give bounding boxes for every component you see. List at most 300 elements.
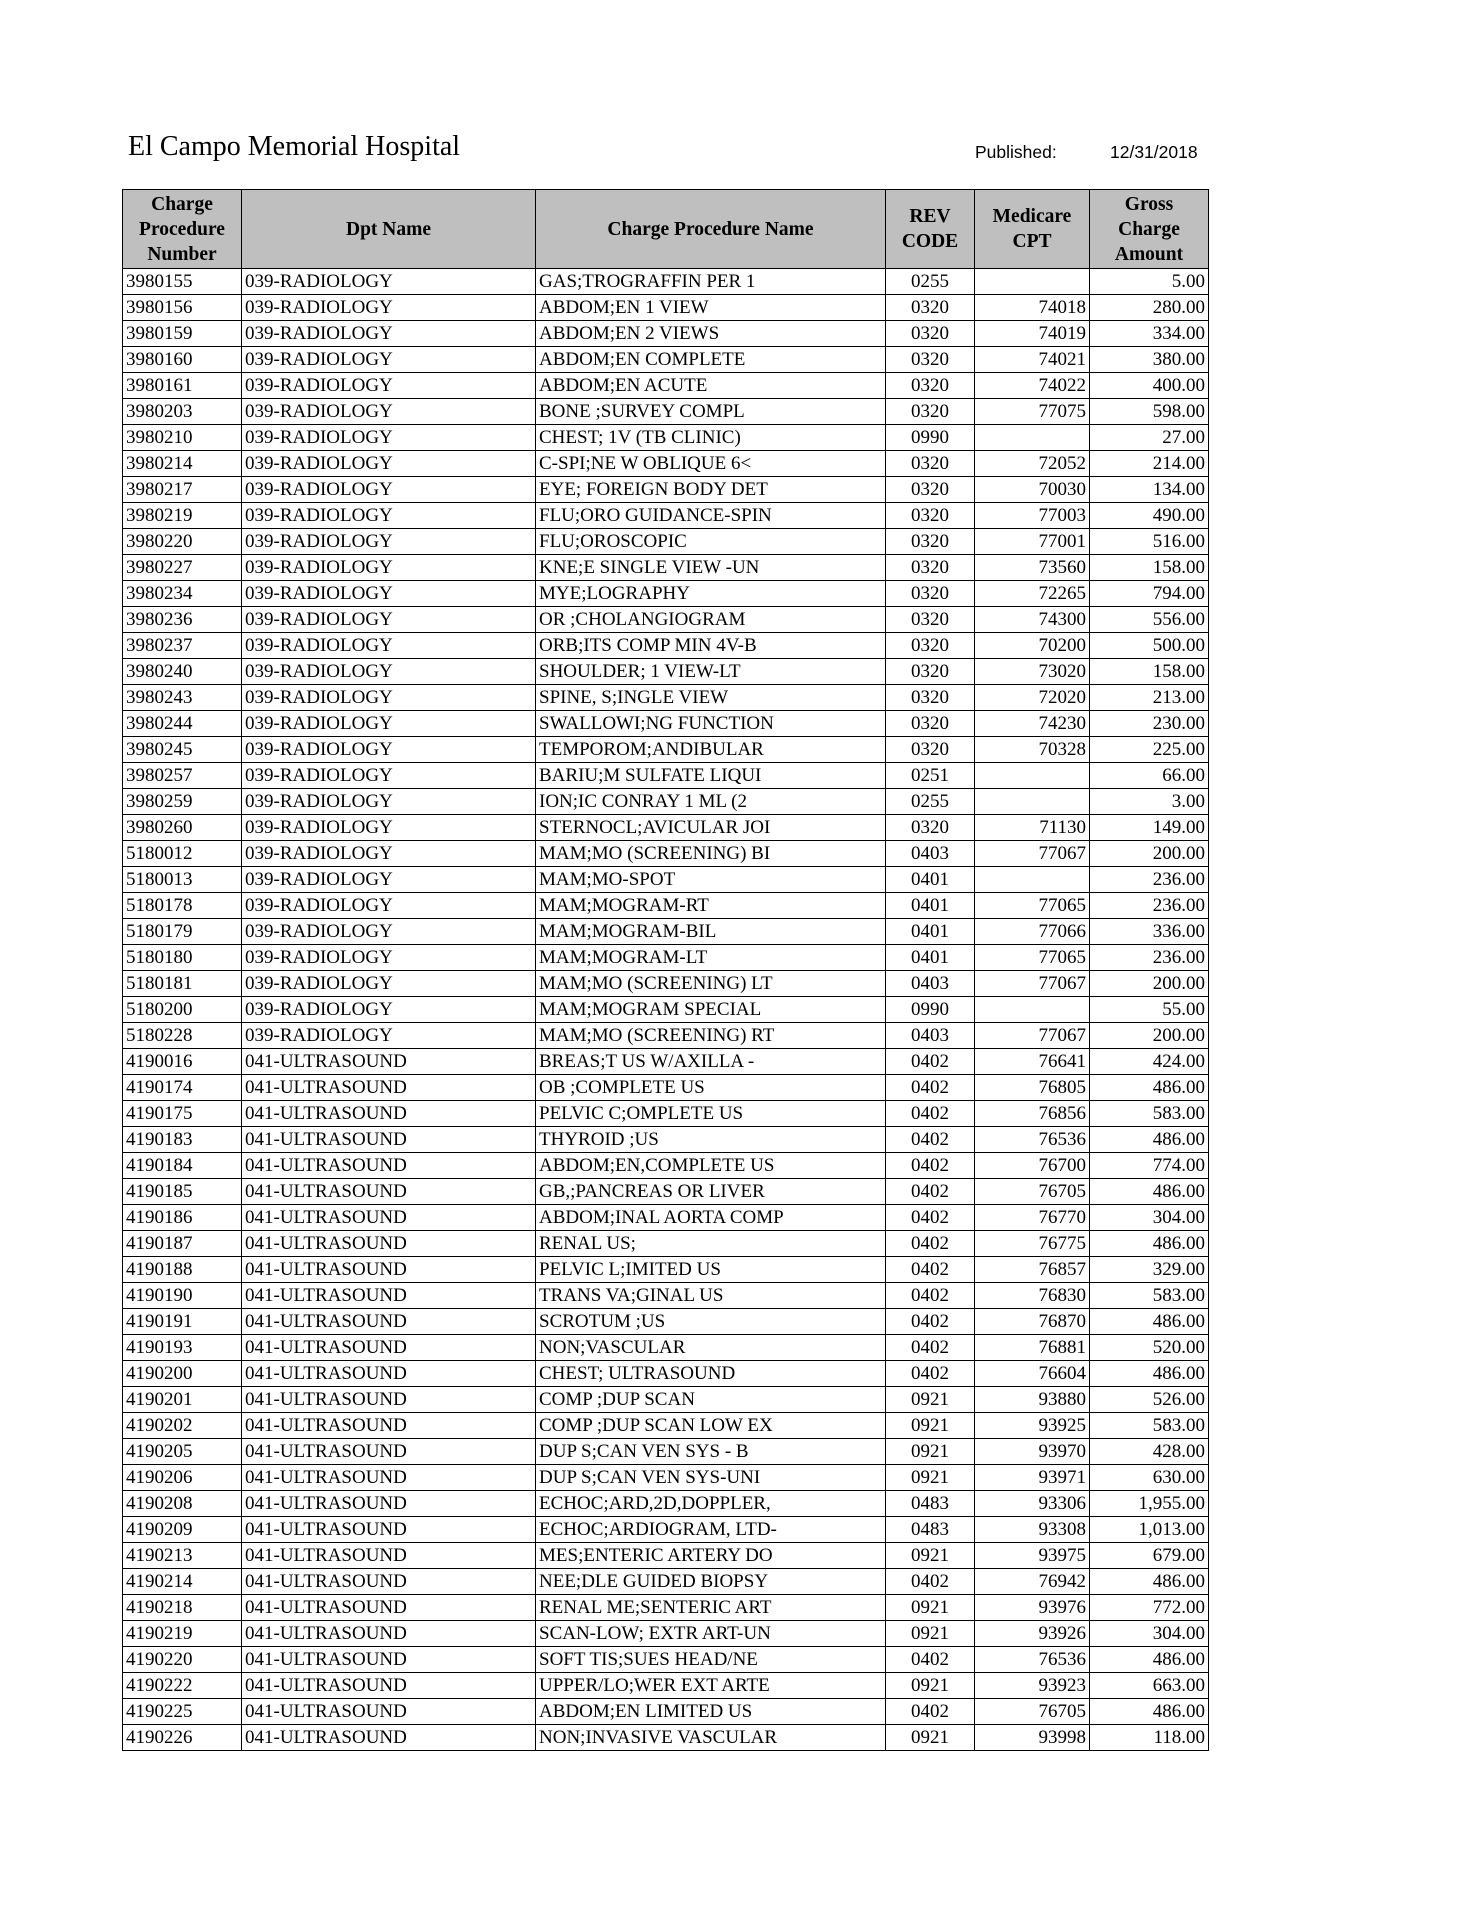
table-row bbox=[123, 919, 1209, 945]
cell-charge-procedure-number: 4190016 bbox=[123, 1049, 242, 1075]
cell-gross-charge-amount: 1,013.00 bbox=[1090, 1517, 1209, 1543]
table-row bbox=[123, 1075, 1209, 1101]
cell-rev-code: 0402 bbox=[886, 1205, 975, 1231]
cell-charge-procedure-number: 4190185 bbox=[123, 1179, 242, 1205]
cell-dpt-name: 039-RADIOLOGY bbox=[242, 919, 536, 945]
cell-dpt-name: 039-RADIOLOGY bbox=[242, 971, 536, 997]
cell-charge-procedure-name: STERNOCL;AVICULAR JOI bbox=[536, 815, 886, 841]
cell-rev-code: 0251 bbox=[886, 763, 975, 789]
cell-medicare-cpt bbox=[975, 269, 1090, 295]
cell-rev-code: 0402 bbox=[886, 1101, 975, 1127]
cell-charge-procedure-name: COMP ;DUP SCAN LOW EX bbox=[536, 1413, 886, 1439]
cell-medicare-cpt: 72020 bbox=[975, 685, 1090, 711]
cell-charge-procedure-name: MES;ENTERIC ARTERY DO bbox=[536, 1543, 886, 1569]
cell-charge-procedure-name: ION;IC CONRAY 1 ML (2 bbox=[536, 789, 886, 815]
cell-dpt-name: 041-ULTRASOUND bbox=[242, 1127, 536, 1153]
cell-dpt-name: 041-ULTRASOUND bbox=[242, 1491, 536, 1517]
cell-dpt-name: 039-RADIOLOGY bbox=[242, 607, 536, 633]
table-row bbox=[123, 1595, 1209, 1621]
column-header-medicare-cpt: Medicare CPT bbox=[975, 190, 1090, 269]
cell-charge-procedure-name: UPPER/LO;WER EXT ARTE bbox=[536, 1673, 886, 1699]
cell-dpt-name: 041-ULTRASOUND bbox=[242, 1179, 536, 1205]
cell-dpt-name: 039-RADIOLOGY bbox=[242, 451, 536, 477]
cell-gross-charge-amount: 149.00 bbox=[1090, 815, 1209, 841]
cell-medicare-cpt bbox=[975, 997, 1090, 1023]
cell-dpt-name: 039-RADIOLOGY bbox=[242, 997, 536, 1023]
table-row bbox=[123, 763, 1209, 789]
cell-medicare-cpt: 77001 bbox=[975, 529, 1090, 555]
cell-charge-procedure-number: 3980156 bbox=[123, 295, 242, 321]
cell-charge-procedure-number: 3980257 bbox=[123, 763, 242, 789]
cell-rev-code: 0403 bbox=[886, 971, 975, 997]
cell-gross-charge-amount: 280.00 bbox=[1090, 295, 1209, 321]
cell-dpt-name: 041-ULTRASOUND bbox=[242, 1283, 536, 1309]
cell-gross-charge-amount: 486.00 bbox=[1090, 1569, 1209, 1595]
cell-gross-charge-amount: 526.00 bbox=[1090, 1387, 1209, 1413]
cell-charge-procedure-name: OR ;CHOLANGIOGRAM bbox=[536, 607, 886, 633]
table-row bbox=[123, 1725, 1209, 1751]
cell-gross-charge-amount: 336.00 bbox=[1090, 919, 1209, 945]
cell-gross-charge-amount: 213.00 bbox=[1090, 685, 1209, 711]
cell-medicare-cpt: 93925 bbox=[975, 1413, 1090, 1439]
cell-medicare-cpt: 76536 bbox=[975, 1127, 1090, 1153]
table-row bbox=[123, 1465, 1209, 1491]
cell-gross-charge-amount: 583.00 bbox=[1090, 1283, 1209, 1309]
cell-gross-charge-amount: 583.00 bbox=[1090, 1413, 1209, 1439]
cell-medicare-cpt: 93971 bbox=[975, 1465, 1090, 1491]
cell-rev-code: 0402 bbox=[886, 1361, 975, 1387]
cell-rev-code: 0320 bbox=[886, 633, 975, 659]
table-row bbox=[123, 737, 1209, 763]
cell-medicare-cpt: 77065 bbox=[975, 893, 1090, 919]
cell-dpt-name: 041-ULTRASOUND bbox=[242, 1309, 536, 1335]
cell-dpt-name: 039-RADIOLOGY bbox=[242, 841, 536, 867]
table-row bbox=[123, 1491, 1209, 1517]
cell-medicare-cpt: 74022 bbox=[975, 373, 1090, 399]
cell-gross-charge-amount: 663.00 bbox=[1090, 1673, 1209, 1699]
cell-charge-procedure-name: BREAS;T US W/AXILLA - bbox=[536, 1049, 886, 1075]
table-row bbox=[123, 399, 1209, 425]
cell-charge-procedure-number: 4190187 bbox=[123, 1231, 242, 1257]
cell-charge-procedure-number: 4190186 bbox=[123, 1205, 242, 1231]
cell-gross-charge-amount: 230.00 bbox=[1090, 711, 1209, 737]
column-header-rev-code: REV CODE bbox=[886, 190, 975, 269]
cell-charge-procedure-number: 3980260 bbox=[123, 815, 242, 841]
cell-charge-procedure-name: ABDOM;INAL AORTA COMP bbox=[536, 1205, 886, 1231]
cell-charge-procedure-number: 3980259 bbox=[123, 789, 242, 815]
cell-dpt-name: 039-RADIOLOGY bbox=[242, 399, 536, 425]
table-row bbox=[123, 1101, 1209, 1127]
cell-charge-procedure-number: 3980227 bbox=[123, 555, 242, 581]
cell-charge-procedure-number: 4190209 bbox=[123, 1517, 242, 1543]
cell-rev-code: 0402 bbox=[886, 1179, 975, 1205]
cell-rev-code: 0921 bbox=[886, 1673, 975, 1699]
cell-gross-charge-amount: 334.00 bbox=[1090, 321, 1209, 347]
cell-charge-procedure-name: ABDOM;EN 1 VIEW bbox=[536, 295, 886, 321]
cell-medicare-cpt: 76881 bbox=[975, 1335, 1090, 1361]
table-row bbox=[123, 945, 1209, 971]
cell-charge-procedure-name: MAM;MO (SCREENING) BI bbox=[536, 841, 886, 867]
cell-rev-code: 0990 bbox=[886, 425, 975, 451]
table-row bbox=[123, 1205, 1209, 1231]
table-row bbox=[123, 555, 1209, 581]
cell-medicare-cpt: 72265 bbox=[975, 581, 1090, 607]
published-label: Published: bbox=[975, 142, 1057, 162]
cell-charge-procedure-number: 3980243 bbox=[123, 685, 242, 711]
cell-dpt-name: 041-ULTRASOUND bbox=[242, 1569, 536, 1595]
cell-charge-procedure-number: 3980244 bbox=[123, 711, 242, 737]
cell-gross-charge-amount: 158.00 bbox=[1090, 659, 1209, 685]
cell-charge-procedure-name: SCROTUM ;US bbox=[536, 1309, 886, 1335]
cell-charge-procedure-number: 3980210 bbox=[123, 425, 242, 451]
table-row bbox=[123, 1127, 1209, 1153]
cell-charge-procedure-number: 4190205 bbox=[123, 1439, 242, 1465]
cell-rev-code: 0483 bbox=[886, 1491, 975, 1517]
cell-dpt-name: 039-RADIOLOGY bbox=[242, 659, 536, 685]
cell-charge-procedure-name: FLU;ORO GUIDANCE-SPIN bbox=[536, 503, 886, 529]
cell-rev-code: 0921 bbox=[886, 1725, 975, 1751]
cell-charge-procedure-name: SOFT TIS;SUES HEAD/NE bbox=[536, 1647, 886, 1673]
cell-dpt-name: 041-ULTRASOUND bbox=[242, 1699, 536, 1725]
cell-gross-charge-amount: 486.00 bbox=[1090, 1647, 1209, 1673]
cell-dpt-name: 039-RADIOLOGY bbox=[242, 737, 536, 763]
cell-dpt-name: 039-RADIOLOGY bbox=[242, 685, 536, 711]
cell-rev-code: 0255 bbox=[886, 269, 975, 295]
table-row bbox=[123, 997, 1209, 1023]
cell-gross-charge-amount: 55.00 bbox=[1090, 997, 1209, 1023]
cell-charge-procedure-number: 4190206 bbox=[123, 1465, 242, 1491]
cell-charge-procedure-number: 4190214 bbox=[123, 1569, 242, 1595]
table-row bbox=[123, 581, 1209, 607]
cell-charge-procedure-name: NON;INVASIVE VASCULAR bbox=[536, 1725, 886, 1751]
cell-medicare-cpt: 76770 bbox=[975, 1205, 1090, 1231]
cell-rev-code: 0401 bbox=[886, 945, 975, 971]
hospital-name: El Campo Memorial Hospital bbox=[128, 131, 461, 162]
cell-gross-charge-amount: 794.00 bbox=[1090, 581, 1209, 607]
cell-dpt-name: 039-RADIOLOGY bbox=[242, 529, 536, 555]
cell-dpt-name: 041-ULTRASOUND bbox=[242, 1647, 536, 1673]
cell-medicare-cpt: 73020 bbox=[975, 659, 1090, 685]
cell-charge-procedure-name: DUP S;CAN VEN SYS - B bbox=[536, 1439, 886, 1465]
cell-medicare-cpt: 76700 bbox=[975, 1153, 1090, 1179]
cell-charge-procedure-number: 3980219 bbox=[123, 503, 242, 529]
cell-rev-code: 0402 bbox=[886, 1257, 975, 1283]
table-row bbox=[123, 1283, 1209, 1309]
cell-charge-procedure-number: 3980214 bbox=[123, 451, 242, 477]
table-row bbox=[123, 373, 1209, 399]
column-header-dpt-name: Dpt Name bbox=[242, 190, 536, 269]
table-row bbox=[123, 1673, 1209, 1699]
cell-charge-procedure-number: 3980159 bbox=[123, 321, 242, 347]
cell-charge-procedure-number: 4190183 bbox=[123, 1127, 242, 1153]
cell-rev-code: 0320 bbox=[886, 685, 975, 711]
cell-rev-code: 0320 bbox=[886, 321, 975, 347]
cell-dpt-name: 041-ULTRASOUND bbox=[242, 1517, 536, 1543]
cell-rev-code: 0402 bbox=[886, 1283, 975, 1309]
cell-dpt-name: 041-ULTRASOUND bbox=[242, 1205, 536, 1231]
cell-medicare-cpt: 93998 bbox=[975, 1725, 1090, 1751]
cell-rev-code: 0921 bbox=[886, 1465, 975, 1491]
cell-medicare-cpt: 76942 bbox=[975, 1569, 1090, 1595]
charge-table bbox=[122, 189, 1209, 1751]
cell-medicare-cpt: 77067 bbox=[975, 971, 1090, 997]
table-row bbox=[123, 711, 1209, 737]
cell-charge-procedure-name: TRANS VA;GINAL US bbox=[536, 1283, 886, 1309]
cell-dpt-name: 039-RADIOLOGY bbox=[242, 945, 536, 971]
cell-charge-procedure-number: 3980236 bbox=[123, 607, 242, 633]
cell-gross-charge-amount: 304.00 bbox=[1090, 1205, 1209, 1231]
cell-charge-procedure-number: 5180180 bbox=[123, 945, 242, 971]
cell-gross-charge-amount: 428.00 bbox=[1090, 1439, 1209, 1465]
cell-rev-code: 0402 bbox=[886, 1569, 975, 1595]
cell-dpt-name: 041-ULTRASOUND bbox=[242, 1361, 536, 1387]
cell-gross-charge-amount: 424.00 bbox=[1090, 1049, 1209, 1075]
cell-dpt-name: 039-RADIOLOGY bbox=[242, 555, 536, 581]
cell-rev-code: 0320 bbox=[886, 581, 975, 607]
cell-charge-procedure-name: PELVIC L;IMITED US bbox=[536, 1257, 886, 1283]
cell-gross-charge-amount: 304.00 bbox=[1090, 1621, 1209, 1647]
cell-rev-code: 0403 bbox=[886, 1023, 975, 1049]
cell-dpt-name: 041-ULTRASOUND bbox=[242, 1543, 536, 1569]
cell-gross-charge-amount: 200.00 bbox=[1090, 971, 1209, 997]
cell-dpt-name: 041-ULTRASOUND bbox=[242, 1673, 536, 1699]
cell-gross-charge-amount: 486.00 bbox=[1090, 1309, 1209, 1335]
cell-charge-procedure-name: SCAN-LOW; EXTR ART-UN bbox=[536, 1621, 886, 1647]
cell-rev-code: 0483 bbox=[886, 1517, 975, 1543]
table-row bbox=[123, 295, 1209, 321]
table-row bbox=[123, 321, 1209, 347]
cell-charge-procedure-name: ABDOM;EN ACUTE bbox=[536, 373, 886, 399]
table-row bbox=[123, 1049, 1209, 1075]
table-row bbox=[123, 1023, 1209, 1049]
table-row bbox=[123, 1517, 1209, 1543]
cell-charge-procedure-number: 3980160 bbox=[123, 347, 242, 373]
cell-gross-charge-amount: 1,955.00 bbox=[1090, 1491, 1209, 1517]
table-row bbox=[123, 1699, 1209, 1725]
table-row bbox=[123, 685, 1209, 711]
cell-rev-code: 0401 bbox=[886, 867, 975, 893]
cell-charge-procedure-name: TEMPOROM;ANDIBULAR bbox=[536, 737, 886, 763]
cell-medicare-cpt: 77003 bbox=[975, 503, 1090, 529]
cell-charge-procedure-number: 4190219 bbox=[123, 1621, 242, 1647]
cell-gross-charge-amount: 3.00 bbox=[1090, 789, 1209, 815]
table-row bbox=[123, 893, 1209, 919]
cell-rev-code: 0403 bbox=[886, 841, 975, 867]
cell-rev-code: 0320 bbox=[886, 373, 975, 399]
cell-charge-procedure-number: 3980240 bbox=[123, 659, 242, 685]
table-row bbox=[123, 971, 1209, 997]
table-row bbox=[123, 841, 1209, 867]
cell-charge-procedure-number: 5180013 bbox=[123, 867, 242, 893]
table-row bbox=[123, 607, 1209, 633]
cell-dpt-name: 039-RADIOLOGY bbox=[242, 477, 536, 503]
table-row bbox=[123, 1179, 1209, 1205]
cell-charge-procedure-name: FLU;OROSCOPIC bbox=[536, 529, 886, 555]
cell-gross-charge-amount: 200.00 bbox=[1090, 1023, 1209, 1049]
cell-dpt-name: 041-ULTRASOUND bbox=[242, 1595, 536, 1621]
cell-rev-code: 0921 bbox=[886, 1621, 975, 1647]
cell-gross-charge-amount: 772.00 bbox=[1090, 1595, 1209, 1621]
cell-medicare-cpt: 77075 bbox=[975, 399, 1090, 425]
cell-dpt-name: 039-RADIOLOGY bbox=[242, 347, 536, 373]
cell-gross-charge-amount: 490.00 bbox=[1090, 503, 1209, 529]
cell-gross-charge-amount: 520.00 bbox=[1090, 1335, 1209, 1361]
cell-charge-procedure-number: 5180200 bbox=[123, 997, 242, 1023]
cell-dpt-name: 041-ULTRASOUND bbox=[242, 1621, 536, 1647]
cell-rev-code: 0401 bbox=[886, 919, 975, 945]
cell-gross-charge-amount: 630.00 bbox=[1090, 1465, 1209, 1491]
cell-medicare-cpt: 76705 bbox=[975, 1179, 1090, 1205]
cell-charge-procedure-name: BARIU;M SULFATE LIQUI bbox=[536, 763, 886, 789]
cell-gross-charge-amount: 214.00 bbox=[1090, 451, 1209, 477]
cell-charge-procedure-name: NEE;DLE GUIDED BIOPSY bbox=[536, 1569, 886, 1595]
cell-charge-procedure-number: 3980237 bbox=[123, 633, 242, 659]
cell-rev-code: 0402 bbox=[886, 1231, 975, 1257]
cell-rev-code: 0402 bbox=[886, 1699, 975, 1725]
table-row bbox=[123, 1647, 1209, 1673]
cell-charge-procedure-number: 4190201 bbox=[123, 1387, 242, 1413]
published-date: 12/31/2018 bbox=[1110, 142, 1198, 162]
cell-charge-procedure-number: 3980161 bbox=[123, 373, 242, 399]
cell-medicare-cpt: 76857 bbox=[975, 1257, 1090, 1283]
cell-charge-procedure-name: ABDOM;EN 2 VIEWS bbox=[536, 321, 886, 347]
cell-charge-procedure-name: BONE ;SURVEY COMPL bbox=[536, 399, 886, 425]
column-header-charge-procedure-name: Charge Procedure Name bbox=[536, 190, 886, 269]
cell-rev-code: 0402 bbox=[886, 1309, 975, 1335]
cell-rev-code: 0921 bbox=[886, 1543, 975, 1569]
cell-medicare-cpt: 74230 bbox=[975, 711, 1090, 737]
table-body bbox=[123, 269, 1209, 1751]
cell-charge-procedure-number: 4190175 bbox=[123, 1101, 242, 1127]
cell-dpt-name: 041-ULTRASOUND bbox=[242, 1725, 536, 1751]
cell-medicare-cpt: 74019 bbox=[975, 321, 1090, 347]
cell-rev-code: 0320 bbox=[886, 451, 975, 477]
cell-charge-procedure-name: EYE; FOREIGN BODY DET bbox=[536, 477, 886, 503]
cell-dpt-name: 041-ULTRASOUND bbox=[242, 1387, 536, 1413]
cell-gross-charge-amount: 236.00 bbox=[1090, 945, 1209, 971]
cell-rev-code: 0401 bbox=[886, 893, 975, 919]
cell-medicare-cpt: 93923 bbox=[975, 1673, 1090, 1699]
cell-gross-charge-amount: 134.00 bbox=[1090, 477, 1209, 503]
cell-rev-code: 0320 bbox=[886, 607, 975, 633]
cell-medicare-cpt: 77065 bbox=[975, 945, 1090, 971]
cell-rev-code: 0921 bbox=[886, 1387, 975, 1413]
cell-gross-charge-amount: 583.00 bbox=[1090, 1101, 1209, 1127]
cell-gross-charge-amount: 486.00 bbox=[1090, 1127, 1209, 1153]
cell-rev-code: 0320 bbox=[886, 477, 975, 503]
table-row bbox=[123, 1543, 1209, 1569]
cell-dpt-name: 039-RADIOLOGY bbox=[242, 893, 536, 919]
cell-charge-procedure-name: OB ;COMPLETE US bbox=[536, 1075, 886, 1101]
cell-charge-procedure-number: 4190193 bbox=[123, 1335, 242, 1361]
cell-medicare-cpt: 76536 bbox=[975, 1647, 1090, 1673]
cell-medicare-cpt: 76856 bbox=[975, 1101, 1090, 1127]
cell-charge-procedure-name: SHOULDER; 1 VIEW-LT bbox=[536, 659, 886, 685]
cell-charge-procedure-name: RENAL ME;SENTERIC ART bbox=[536, 1595, 886, 1621]
cell-charge-procedure-name: ABDOM;EN LIMITED US bbox=[536, 1699, 886, 1725]
cell-medicare-cpt: 76604 bbox=[975, 1361, 1090, 1387]
cell-dpt-name: 039-RADIOLOGY bbox=[242, 763, 536, 789]
table-row bbox=[123, 1231, 1209, 1257]
cell-dpt-name: 039-RADIOLOGY bbox=[242, 1023, 536, 1049]
cell-gross-charge-amount: 486.00 bbox=[1090, 1699, 1209, 1725]
cell-charge-procedure-number: 4190200 bbox=[123, 1361, 242, 1387]
cell-dpt-name: 041-ULTRASOUND bbox=[242, 1153, 536, 1179]
cell-charge-procedure-number: 4190222 bbox=[123, 1673, 242, 1699]
cell-medicare-cpt: 93975 bbox=[975, 1543, 1090, 1569]
cell-rev-code: 0921 bbox=[886, 1595, 975, 1621]
cell-rev-code: 0990 bbox=[886, 997, 975, 1023]
cell-medicare-cpt: 70328 bbox=[975, 737, 1090, 763]
cell-medicare-cpt: 77067 bbox=[975, 1023, 1090, 1049]
cell-medicare-cpt: 74300 bbox=[975, 607, 1090, 633]
cell-charge-procedure-name: MAM;MOGRAM SPECIAL bbox=[536, 997, 886, 1023]
cell-charge-procedure-name: ABDOM;EN COMPLETE bbox=[536, 347, 886, 373]
cell-charge-procedure-name: RENAL US; bbox=[536, 1231, 886, 1257]
cell-charge-procedure-name: MAM;MOGRAM-BIL bbox=[536, 919, 886, 945]
cell-dpt-name: 039-RADIOLOGY bbox=[242, 633, 536, 659]
cell-medicare-cpt bbox=[975, 425, 1090, 451]
cell-gross-charge-amount: 516.00 bbox=[1090, 529, 1209, 555]
cell-charge-procedure-number: 4190220 bbox=[123, 1647, 242, 1673]
cell-rev-code: 0320 bbox=[886, 815, 975, 841]
cell-gross-charge-amount: 200.00 bbox=[1090, 841, 1209, 867]
table-header-row bbox=[123, 190, 1209, 269]
cell-charge-procedure-number: 4190226 bbox=[123, 1725, 242, 1751]
cell-medicare-cpt: 76641 bbox=[975, 1049, 1090, 1075]
table-row bbox=[123, 1309, 1209, 1335]
table-row bbox=[123, 1439, 1209, 1465]
cell-charge-procedure-name: MAM;MOGRAM-LT bbox=[536, 945, 886, 971]
cell-dpt-name: 041-ULTRASOUND bbox=[242, 1413, 536, 1439]
cell-charge-procedure-name: GB,;PANCREAS OR LIVER bbox=[536, 1179, 886, 1205]
cell-gross-charge-amount: 486.00 bbox=[1090, 1361, 1209, 1387]
cell-dpt-name: 039-RADIOLOGY bbox=[242, 425, 536, 451]
cell-rev-code: 0320 bbox=[886, 347, 975, 373]
cell-medicare-cpt: 93308 bbox=[975, 1517, 1090, 1543]
cell-charge-procedure-name: THYROID ;US bbox=[536, 1127, 886, 1153]
table-row bbox=[123, 633, 1209, 659]
cell-charge-procedure-number: 3980234 bbox=[123, 581, 242, 607]
cell-charge-procedure-number: 4190208 bbox=[123, 1491, 242, 1517]
table-row bbox=[123, 1387, 1209, 1413]
cell-charge-procedure-number: 4190190 bbox=[123, 1283, 242, 1309]
table-row bbox=[123, 659, 1209, 685]
table-row bbox=[123, 529, 1209, 555]
cell-rev-code: 0402 bbox=[886, 1127, 975, 1153]
cell-charge-procedure-name: COMP ;DUP SCAN bbox=[536, 1387, 886, 1413]
cell-charge-procedure-number: 4190225 bbox=[123, 1699, 242, 1725]
cell-dpt-name: 041-ULTRASOUND bbox=[242, 1101, 536, 1127]
cell-rev-code: 0255 bbox=[886, 789, 975, 815]
cell-dpt-name: 039-RADIOLOGY bbox=[242, 867, 536, 893]
cell-rev-code: 0921 bbox=[886, 1439, 975, 1465]
cell-medicare-cpt: 93970 bbox=[975, 1439, 1090, 1465]
cell-charge-procedure-number: 5180228 bbox=[123, 1023, 242, 1049]
table-row bbox=[123, 451, 1209, 477]
table-row bbox=[123, 1153, 1209, 1179]
cell-charge-procedure-name: ECHOC;ARDIOGRAM, LTD- bbox=[536, 1517, 886, 1543]
cell-rev-code: 0320 bbox=[886, 529, 975, 555]
cell-gross-charge-amount: 486.00 bbox=[1090, 1075, 1209, 1101]
cell-rev-code: 0320 bbox=[886, 295, 975, 321]
cell-charge-procedure-name: MAM;MO (SCREENING) LT bbox=[536, 971, 886, 997]
table-row bbox=[123, 477, 1209, 503]
cell-medicare-cpt bbox=[975, 867, 1090, 893]
cell-medicare-cpt: 76805 bbox=[975, 1075, 1090, 1101]
cell-charge-procedure-name: NON;VASCULAR bbox=[536, 1335, 886, 1361]
cell-rev-code: 0320 bbox=[886, 399, 975, 425]
